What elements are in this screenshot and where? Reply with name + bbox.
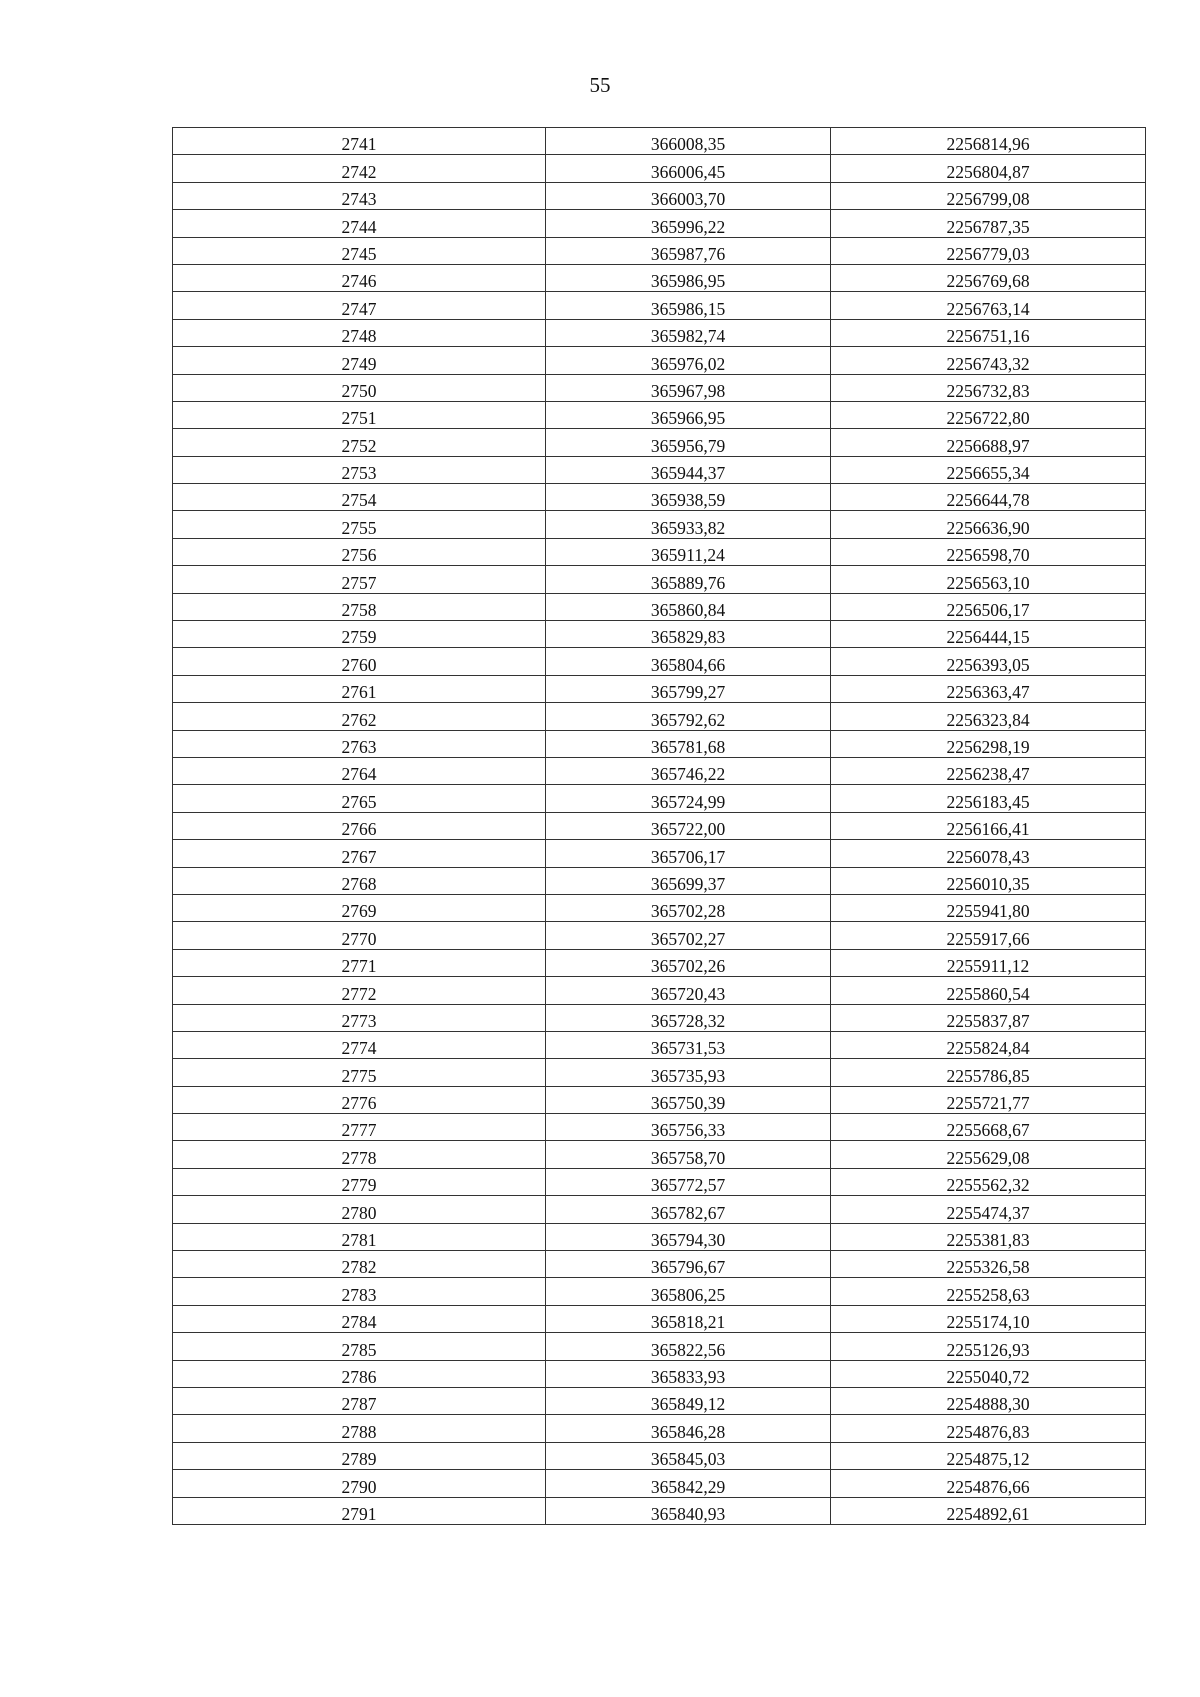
x-coordinate-cell: 365982,74 bbox=[546, 319, 831, 346]
table-row bbox=[173, 456, 1146, 483]
y-coordinate-cell: 2255474,37 bbox=[831, 1196, 1146, 1223]
y-coordinate-cell: 2254875,12 bbox=[831, 1442, 1146, 1469]
point-number-cell: 2790 bbox=[173, 1470, 546, 1497]
point-number-cell: 2781 bbox=[173, 1223, 546, 1250]
table-row bbox=[173, 1086, 1146, 1113]
table-row bbox=[173, 155, 1146, 182]
y-coordinate-cell: 2254888,30 bbox=[831, 1387, 1146, 1414]
x-coordinate-cell: 366006,45 bbox=[546, 155, 831, 182]
table-row bbox=[173, 319, 1146, 346]
page-number: 55 bbox=[589, 73, 611, 97]
point-number-cell: 2785 bbox=[173, 1333, 546, 1360]
table-row bbox=[173, 1196, 1146, 1223]
y-coordinate-cell: 2256598,70 bbox=[831, 538, 1146, 565]
y-coordinate-cell: 2255786,85 bbox=[831, 1059, 1146, 1086]
y-coordinate-cell: 2255629,08 bbox=[831, 1141, 1146, 1168]
x-coordinate-cell: 365722,00 bbox=[546, 812, 831, 839]
table-row bbox=[173, 1333, 1146, 1360]
x-coordinate-cell: 365833,93 bbox=[546, 1360, 831, 1387]
table-row bbox=[173, 757, 1146, 784]
y-coordinate-cell: 2255837,87 bbox=[831, 1004, 1146, 1031]
y-coordinate-cell: 2256688,97 bbox=[831, 429, 1146, 456]
x-coordinate-cell: 365967,98 bbox=[546, 374, 831, 401]
y-coordinate-cell: 2256799,08 bbox=[831, 182, 1146, 209]
y-coordinate-cell: 2255941,80 bbox=[831, 894, 1146, 921]
point-number-cell: 2777 bbox=[173, 1114, 546, 1141]
table-row bbox=[173, 1360, 1146, 1387]
point-number-cell: 2746 bbox=[173, 264, 546, 291]
x-coordinate-cell: 365889,76 bbox=[546, 566, 831, 593]
point-number-cell: 2757 bbox=[173, 566, 546, 593]
y-coordinate-cell: 2256787,35 bbox=[831, 210, 1146, 237]
table-row bbox=[173, 1387, 1146, 1414]
point-number-cell: 2743 bbox=[173, 182, 546, 209]
point-number-cell: 2767 bbox=[173, 840, 546, 867]
x-coordinate-cell: 365750,39 bbox=[546, 1086, 831, 1113]
x-coordinate-cell: 365794,30 bbox=[546, 1223, 831, 1250]
table-row bbox=[173, 401, 1146, 428]
table-row bbox=[173, 1141, 1146, 1168]
x-coordinate-cell: 365842,29 bbox=[546, 1470, 831, 1497]
table-row bbox=[173, 894, 1146, 921]
y-coordinate-cell: 2256323,84 bbox=[831, 703, 1146, 730]
table-row bbox=[173, 922, 1146, 949]
point-number-cell: 2755 bbox=[173, 511, 546, 538]
table-row bbox=[173, 1223, 1146, 1250]
x-coordinate-cell: 365806,25 bbox=[546, 1278, 831, 1305]
point-number-cell: 2788 bbox=[173, 1415, 546, 1442]
x-coordinate-cell: 365756,33 bbox=[546, 1114, 831, 1141]
y-coordinate-cell: 2256751,16 bbox=[831, 319, 1146, 346]
point-number-cell: 2741 bbox=[173, 128, 546, 155]
point-number-cell: 2759 bbox=[173, 621, 546, 648]
x-coordinate-cell: 365772,57 bbox=[546, 1168, 831, 1195]
y-coordinate-cell: 2256814,96 bbox=[831, 128, 1146, 155]
y-coordinate-cell: 2256763,14 bbox=[831, 292, 1146, 319]
table-row bbox=[173, 1470, 1146, 1497]
point-number-cell: 2742 bbox=[173, 155, 546, 182]
table-row bbox=[173, 785, 1146, 812]
y-coordinate-cell: 2256563,10 bbox=[831, 566, 1146, 593]
point-number-cell: 2751 bbox=[173, 401, 546, 428]
x-coordinate-cell: 365987,76 bbox=[546, 237, 831, 264]
y-coordinate-cell: 2255326,58 bbox=[831, 1251, 1146, 1278]
y-coordinate-cell: 2256743,32 bbox=[831, 347, 1146, 374]
x-coordinate-cell: 365728,32 bbox=[546, 1004, 831, 1031]
table-row bbox=[173, 128, 1146, 155]
x-coordinate-cell: 366003,70 bbox=[546, 182, 831, 209]
point-number-cell: 2770 bbox=[173, 922, 546, 949]
table-row bbox=[173, 429, 1146, 456]
point-number-cell: 2780 bbox=[173, 1196, 546, 1223]
table-row bbox=[173, 566, 1146, 593]
y-coordinate-cell: 2255668,67 bbox=[831, 1114, 1146, 1141]
y-coordinate-cell: 2256238,47 bbox=[831, 757, 1146, 784]
point-number-cell: 2752 bbox=[173, 429, 546, 456]
x-coordinate-cell: 365996,22 bbox=[546, 210, 831, 237]
point-number-cell: 2766 bbox=[173, 812, 546, 839]
point-number-cell: 2765 bbox=[173, 785, 546, 812]
x-coordinate-cell: 365911,24 bbox=[546, 538, 831, 565]
point-number-cell: 2786 bbox=[173, 1360, 546, 1387]
y-coordinate-cell: 2256732,83 bbox=[831, 374, 1146, 401]
y-coordinate-cell: 2256393,05 bbox=[831, 648, 1146, 675]
table-row bbox=[173, 374, 1146, 401]
x-coordinate-cell: 365860,84 bbox=[546, 593, 831, 620]
point-number-cell: 2789 bbox=[173, 1442, 546, 1469]
y-coordinate-cell: 2255126,93 bbox=[831, 1333, 1146, 1360]
x-coordinate-cell: 365746,22 bbox=[546, 757, 831, 784]
x-coordinate-cell: 365702,28 bbox=[546, 894, 831, 921]
y-coordinate-cell: 2256183,45 bbox=[831, 785, 1146, 812]
table-row bbox=[173, 237, 1146, 264]
table-row bbox=[173, 1442, 1146, 1469]
table-row bbox=[173, 210, 1146, 237]
coordinates-table-body bbox=[173, 128, 1146, 1525]
y-coordinate-cell: 2255562,32 bbox=[831, 1168, 1146, 1195]
y-coordinate-cell: 2256769,68 bbox=[831, 264, 1146, 291]
point-number-cell: 2771 bbox=[173, 949, 546, 976]
y-coordinate-cell: 2255381,83 bbox=[831, 1223, 1146, 1250]
y-coordinate-cell: 2254876,66 bbox=[831, 1470, 1146, 1497]
table-row bbox=[173, 538, 1146, 565]
table-row bbox=[173, 593, 1146, 620]
x-coordinate-cell: 365731,53 bbox=[546, 1031, 831, 1058]
x-coordinate-cell: 365849,12 bbox=[546, 1387, 831, 1414]
table-row bbox=[173, 675, 1146, 702]
x-coordinate-cell: 365986,95 bbox=[546, 264, 831, 291]
x-coordinate-cell: 365724,99 bbox=[546, 785, 831, 812]
x-coordinate-cell: 365840,93 bbox=[546, 1497, 831, 1524]
table-row bbox=[173, 1415, 1146, 1442]
table-row bbox=[173, 484, 1146, 511]
x-coordinate-cell: 365822,56 bbox=[546, 1333, 831, 1360]
y-coordinate-cell: 2255721,77 bbox=[831, 1086, 1146, 1113]
point-number-cell: 2749 bbox=[173, 347, 546, 374]
point-number-cell: 2784 bbox=[173, 1305, 546, 1332]
x-coordinate-cell: 365799,27 bbox=[546, 675, 831, 702]
x-coordinate-cell: 365702,27 bbox=[546, 922, 831, 949]
table-row bbox=[173, 621, 1146, 648]
x-coordinate-cell: 365702,26 bbox=[546, 949, 831, 976]
table-row bbox=[173, 867, 1146, 894]
table-row bbox=[173, 264, 1146, 291]
table-row bbox=[173, 840, 1146, 867]
x-coordinate-cell: 365781,68 bbox=[546, 730, 831, 757]
y-coordinate-cell: 2254876,83 bbox=[831, 1415, 1146, 1442]
point-number-cell: 2768 bbox=[173, 867, 546, 894]
y-coordinate-cell: 2256010,35 bbox=[831, 867, 1146, 894]
x-coordinate-cell: 365792,62 bbox=[546, 703, 831, 730]
y-coordinate-cell: 2254892,61 bbox=[831, 1497, 1146, 1524]
point-number-cell: 2773 bbox=[173, 1004, 546, 1031]
x-coordinate-cell: 365986,15 bbox=[546, 292, 831, 319]
y-coordinate-cell: 2256363,47 bbox=[831, 675, 1146, 702]
x-coordinate-cell: 365966,95 bbox=[546, 401, 831, 428]
x-coordinate-cell: 365938,59 bbox=[546, 484, 831, 511]
y-coordinate-cell: 2256779,03 bbox=[831, 237, 1146, 264]
point-number-cell: 2760 bbox=[173, 648, 546, 675]
y-coordinate-cell: 2256078,43 bbox=[831, 840, 1146, 867]
point-number-cell: 2750 bbox=[173, 374, 546, 401]
point-number-cell: 2772 bbox=[173, 977, 546, 1004]
table-row bbox=[173, 1497, 1146, 1524]
table-row bbox=[173, 1278, 1146, 1305]
point-number-cell: 2758 bbox=[173, 593, 546, 620]
point-number-cell: 2756 bbox=[173, 538, 546, 565]
table-row bbox=[173, 1031, 1146, 1058]
point-number-cell: 2754 bbox=[173, 484, 546, 511]
point-number-cell: 2761 bbox=[173, 675, 546, 702]
point-number-cell: 2744 bbox=[173, 210, 546, 237]
y-coordinate-cell: 2255040,72 bbox=[831, 1360, 1146, 1387]
table-row bbox=[173, 182, 1146, 209]
point-number-cell: 2791 bbox=[173, 1497, 546, 1524]
x-coordinate-cell: 365706,17 bbox=[546, 840, 831, 867]
x-coordinate-cell: 365796,67 bbox=[546, 1251, 831, 1278]
y-coordinate-cell: 2255824,84 bbox=[831, 1031, 1146, 1058]
table-row bbox=[173, 347, 1146, 374]
point-number-cell: 2748 bbox=[173, 319, 546, 346]
x-coordinate-cell: 365804,66 bbox=[546, 648, 831, 675]
point-number-cell: 2763 bbox=[173, 730, 546, 757]
y-coordinate-cell: 2255860,54 bbox=[831, 977, 1146, 1004]
y-coordinate-cell: 2255917,66 bbox=[831, 922, 1146, 949]
y-coordinate-cell: 2256655,34 bbox=[831, 456, 1146, 483]
point-number-cell: 2769 bbox=[173, 894, 546, 921]
point-number-cell: 2782 bbox=[173, 1251, 546, 1278]
point-number-cell: 2776 bbox=[173, 1086, 546, 1113]
table-row bbox=[173, 1168, 1146, 1195]
x-coordinate-cell: 365829,83 bbox=[546, 621, 831, 648]
table-row bbox=[173, 1305, 1146, 1332]
table-row bbox=[173, 1059, 1146, 1086]
y-coordinate-cell: 2256804,87 bbox=[831, 155, 1146, 182]
x-coordinate-cell: 365846,28 bbox=[546, 1415, 831, 1442]
y-coordinate-cell: 2256722,80 bbox=[831, 401, 1146, 428]
table-row bbox=[173, 1114, 1146, 1141]
x-coordinate-cell: 365818,21 bbox=[546, 1305, 831, 1332]
x-coordinate-cell: 365845,03 bbox=[546, 1442, 831, 1469]
y-coordinate-cell: 2256444,15 bbox=[831, 621, 1146, 648]
x-coordinate-cell: 365976,02 bbox=[546, 347, 831, 374]
table-row bbox=[173, 511, 1146, 538]
x-coordinate-cell: 365758,70 bbox=[546, 1141, 831, 1168]
x-coordinate-cell: 365720,43 bbox=[546, 977, 831, 1004]
point-number-cell: 2762 bbox=[173, 703, 546, 730]
x-coordinate-cell: 365933,82 bbox=[546, 511, 831, 538]
point-number-cell: 2775 bbox=[173, 1059, 546, 1086]
x-coordinate-cell: 366008,35 bbox=[546, 128, 831, 155]
table-row bbox=[173, 1004, 1146, 1031]
table-row bbox=[173, 648, 1146, 675]
point-number-cell: 2747 bbox=[173, 292, 546, 319]
point-number-cell: 2753 bbox=[173, 456, 546, 483]
point-number-cell: 2779 bbox=[173, 1168, 546, 1195]
y-coordinate-cell: 2255258,63 bbox=[831, 1278, 1146, 1305]
y-coordinate-cell: 2256644,78 bbox=[831, 484, 1146, 511]
point-number-cell: 2778 bbox=[173, 1141, 546, 1168]
y-coordinate-cell: 2256506,17 bbox=[831, 593, 1146, 620]
table-row bbox=[173, 977, 1146, 1004]
point-number-cell: 2783 bbox=[173, 1278, 546, 1305]
y-coordinate-cell: 2256636,90 bbox=[831, 511, 1146, 538]
x-coordinate-cell: 365735,93 bbox=[546, 1059, 831, 1086]
y-coordinate-cell: 2255911,12 bbox=[831, 949, 1146, 976]
x-coordinate-cell: 365956,79 bbox=[546, 429, 831, 456]
y-coordinate-cell: 2256166,41 bbox=[831, 812, 1146, 839]
table-row bbox=[173, 812, 1146, 839]
point-number-cell: 2764 bbox=[173, 757, 546, 784]
point-number-cell: 2787 bbox=[173, 1387, 546, 1414]
table-row bbox=[173, 1251, 1146, 1278]
point-number-cell: 2774 bbox=[173, 1031, 546, 1058]
table-row bbox=[173, 949, 1146, 976]
x-coordinate-cell: 365782,67 bbox=[546, 1196, 831, 1223]
x-coordinate-cell: 365944,37 bbox=[546, 456, 831, 483]
table-row bbox=[173, 730, 1146, 757]
table-row bbox=[173, 703, 1146, 730]
coordinates-table bbox=[172, 127, 1146, 1525]
y-coordinate-cell: 2255174,10 bbox=[831, 1305, 1146, 1332]
x-coordinate-cell: 365699,37 bbox=[546, 867, 831, 894]
y-coordinate-cell: 2256298,19 bbox=[831, 730, 1146, 757]
point-number-cell: 2745 bbox=[173, 237, 546, 264]
table-row bbox=[173, 292, 1146, 319]
